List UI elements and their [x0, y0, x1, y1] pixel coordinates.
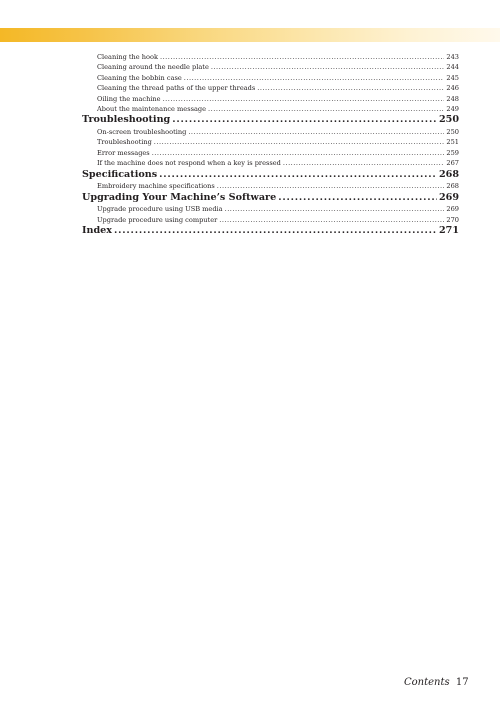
toc-entry-page-number: 244	[446, 63, 459, 72]
toc-entry-title: If the machine does not respond when a key is pressed	[97, 159, 281, 168]
table-of-contents	[82, 52, 459, 238]
toc-entry-title: Upgrade procedure using computer	[97, 215, 218, 224]
toc-dot-leader	[154, 137, 445, 147]
toc-entry-page-number: 250	[446, 128, 459, 137]
page-footer	[404, 677, 469, 688]
footer-section-label: Contents	[404, 677, 450, 688]
toc-subsection-entry[interactable]	[82, 204, 459, 214]
toc-entry-title: About the maintenance message	[97, 105, 207, 114]
toc-subsection-entry[interactable]	[82, 104, 459, 114]
toc-entry-title: Index	[82, 225, 112, 237]
toc-entry-title: Cleaning around the needle plate	[97, 63, 209, 72]
toc-dot-leader	[160, 52, 444, 62]
toc-subsection-entry[interactable]	[82, 73, 459, 83]
toc-subsection-entry[interactable]	[82, 52, 459, 62]
toc-subsection-entry[interactable]	[82, 158, 459, 168]
toc-dot-leader	[257, 83, 444, 93]
toc-entry-page-number: 249	[446, 105, 459, 114]
toc-subsection-entry[interactable]	[82, 215, 459, 225]
toc-subsection-entry[interactable]	[82, 148, 459, 158]
toc-dot-leader	[219, 215, 444, 225]
toc-entry-page-number: 268	[438, 168, 459, 180]
toc-entry-page-number: 245	[446, 73, 459, 82]
toc-entry-title: Cleaning the thread paths of the upper threads	[97, 84, 256, 93]
toc-entry-page-number: 269	[438, 191, 459, 203]
toc-section-entry[interactable]	[82, 114, 459, 127]
toc-subsection-entry[interactable]	[82, 181, 459, 191]
toc-entry-title: Cleaning the bobbin case	[97, 73, 182, 82]
toc-dot-leader	[225, 204, 445, 214]
toc-entry-page-number: 269	[446, 205, 459, 214]
toc-dot-leader	[184, 73, 445, 83]
toc-entry-title: On-screen troubleshooting	[97, 128, 187, 137]
toc-dot-leader	[159, 169, 437, 182]
toc-entry-page-number: 259	[446, 148, 459, 157]
toc-entry-title: Embroidery machine specifications	[97, 182, 215, 191]
toc-entry-page-number: 268	[446, 182, 459, 191]
toc-dot-leader	[163, 94, 445, 104]
toc-entry-title: Error messages	[97, 148, 150, 157]
toc-subsection-entry[interactable]	[82, 137, 459, 147]
toc-dot-leader	[278, 192, 437, 205]
toc-subsection-entry[interactable]	[82, 83, 459, 93]
toc-entry-page-number: 250	[438, 114, 459, 126]
toc-entry-title: Troubleshooting	[82, 114, 171, 126]
toc-entry-page-number: 270	[446, 215, 459, 224]
toc-dot-leader	[172, 114, 437, 127]
toc-dot-leader	[211, 62, 445, 72]
toc-entry-title: Upgrade procedure using USB media	[97, 205, 223, 214]
toc-section-entry[interactable]	[82, 192, 459, 205]
toc-dot-leader	[208, 104, 444, 114]
toc-entry-page-number: 267	[446, 159, 459, 168]
footer-page-number: 17	[455, 677, 469, 688]
toc-entry-title: Upgrading Your Machine’s Software	[82, 191, 277, 203]
toc-dot-leader	[152, 148, 445, 158]
toc-entry-title: Oiling the machine	[97, 94, 161, 103]
toc-subsection-entry[interactable]	[82, 94, 459, 104]
toc-dot-leader	[283, 158, 445, 168]
toc-section-entry[interactable]	[82, 169, 459, 182]
toc-entry-title: Troubleshooting	[97, 138, 152, 147]
toc-subsection-entry[interactable]	[82, 62, 459, 72]
toc-entry-page-number: 271	[438, 225, 459, 237]
toc-dot-leader	[188, 127, 444, 137]
header-color-band	[0, 28, 500, 42]
toc-subsection-entry[interactable]	[82, 127, 459, 137]
toc-section-entry[interactable]	[82, 225, 459, 238]
toc-dot-leader	[114, 225, 437, 238]
toc-entry-page-number: 243	[446, 53, 459, 61]
toc-entry-page-number: 248	[446, 94, 459, 103]
toc-entry-page-number: 251	[446, 138, 459, 147]
toc-entry-title: Specifications	[82, 168, 158, 180]
toc-entry-title: Cleaning the hook	[97, 53, 158, 61]
toc-entry-page-number: 246	[446, 84, 459, 93]
toc-dot-leader	[217, 181, 445, 191]
